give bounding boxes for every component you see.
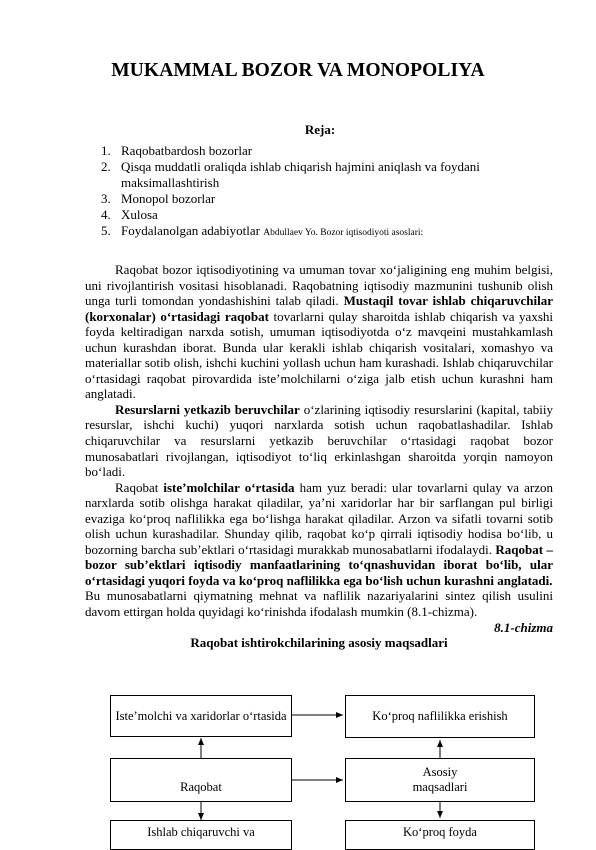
paragraph <box>85 262 553 402</box>
box-competition: Raqobat <box>110 758 292 802</box>
box-more-profit: Ko‘proq foyda <box>345 820 535 850</box>
plan-item <box>101 223 521 241</box>
figure-title: Raqobat ishtirokchilarining asosiy maqsadlari <box>190 635 448 651</box>
paragraph-bold: iste’molchilar o‘rtasida <box>163 479 295 495</box>
plan-item-text: Raqobatbardosh bozorlar <box>121 143 253 158</box>
plan-item-number: 2. <box>101 159 111 174</box>
paragraph-text: o‘zlarining iqtisodiy resurslarini (kapital, tabiiy resurslar, ishchi kuchi) yuqori narxlarda sotish uchun raqobatlashadilar. Ishlab chiqaruvchilar va resurslarni yetkazib beruvchilar o‘rtasidagi raqobat bozor munosabatlari rivojlangan, iqtisodiyot to‘liq erkinlashgan sharoitda yorqin namoyon bo‘ladi. <box>85 401 553 480</box>
box-main-goals: Asosiy maqsadlari <box>345 758 535 802</box>
box-more-utility: Ko‘proq naflilikka erishish <box>345 695 535 738</box>
plan-item <box>101 191 521 207</box>
paragraph-text: tovarlarni qulay sharoitda ishlab chiqarish va yaxshi foyda keltiradigan narxda sotish, umuman iqtisodiyotda o‘z mavqeini mustahkamlash uchun kurashdan iborat. Bunda ular kerakli ishlab chiqarish vositalari, xomashyo va materiallar sotib olish, ishchi kuchini yollash uchun ham kurashadi. Ishlab chiqaruvchilar o‘rtasidagi raqobat pirovardida iste’molchilarni o‘ziga jalb etish uchun kurashni ham anglatadi. <box>85 308 553 402</box>
paragraph-text: ham yuz beradi: ular tovarlarni qulay va arzon narxlarda sotib olishga harakat qiladilar, ya’ni xaridorlar har bir sarflangan pul birligi evaziga ko‘proq naflilikka ega bo‘lishga harakat qiladilar. Arzon va sifatli tovarni sotib olish uchun kurashadilar. Shunday qilib, raqobat ko‘p qirrali iqtisodiy hodisa bo‘lib, u bozorning barcha sub’ektlari o‘rtasidagi murakkab munosabatlarni ifodalaydi. <box>85 479 553 557</box>
box-producers: Ishlab chiqaruvchi va <box>110 820 292 850</box>
plan-item-source: Abdullaev Yo. Bozor iqtisodiyoti asoslari: <box>263 228 424 238</box>
plan-list <box>101 143 521 241</box>
figure-number: 8.1-chizma <box>494 619 553 635</box>
plan-item-text: Monopol bozorlar <box>121 191 216 206</box>
plan-item <box>101 143 521 159</box>
paragraph: Bu munosabatlarni qiymatning mehnat va naflilik nazariyalarini sintez qilish usulini davom ettirgan holda quyidagi ko‘rinishda ifodalash mumkin (8.1-chizma). <box>85 588 553 620</box>
paragraph-bold: Resurslarni yetkazib beruvchilar <box>115 401 300 417</box>
paragraph <box>85 402 553 480</box>
document-title: MUKAMMAL BOZOR VA MONOPOLIYA <box>111 60 485 81</box>
paragraph <box>85 480 553 589</box>
paragraph-text: Raqobat bozor iqtisodiyotining va umuman tovar xo‘jaligining eng muhim belgisi, uni rivojlantirish vositasi hisoblanadi. Raqobatning iqtisodiy mazmunini tushunib olish unga turli tomondan yondashishini talab qiladi. <box>85 262 553 309</box>
plan-item-number: 5. <box>101 223 111 238</box>
plan-item-text: Qisqa muddatli oraliqda ishlab chiqarish hajmini aniqlash va foydani maksimallashtirish <box>121 159 480 190</box>
plan-item-text: Xulosa <box>121 207 158 222</box>
plan-item <box>101 159 521 191</box>
paragraph-bold: Raqobat – bozor sub’ektlari iqtisodiy manfaatlarining to‘qnashuvidan iborat bo‘lib, ular o‘rtasidagi yuqori foyda va ko‘proq naflilikka ega bo‘lish uchun kurashni anglatadi. <box>85 541 553 588</box>
paragraph-text: Raqobat <box>115 479 164 495</box>
plan-item-number: 1. <box>101 143 111 158</box>
box-consumers: Iste’molchi va xaridorlar o‘rtasida <box>110 695 292 737</box>
plan-item-number: 3. <box>101 191 111 206</box>
plan-item-number: 4. <box>101 207 111 222</box>
plan-item-text: Foydalanolgan adabiyotlar <box>121 223 260 238</box>
plan-heading: Reja: <box>304 122 336 137</box>
paragraph-bold: Mustaqil tovar ishlab chiqaruvchilar (korxonalar) o‘rtasidagi raqobat <box>85 293 553 324</box>
body-text <box>85 262 553 651</box>
plan-item <box>101 207 521 223</box>
